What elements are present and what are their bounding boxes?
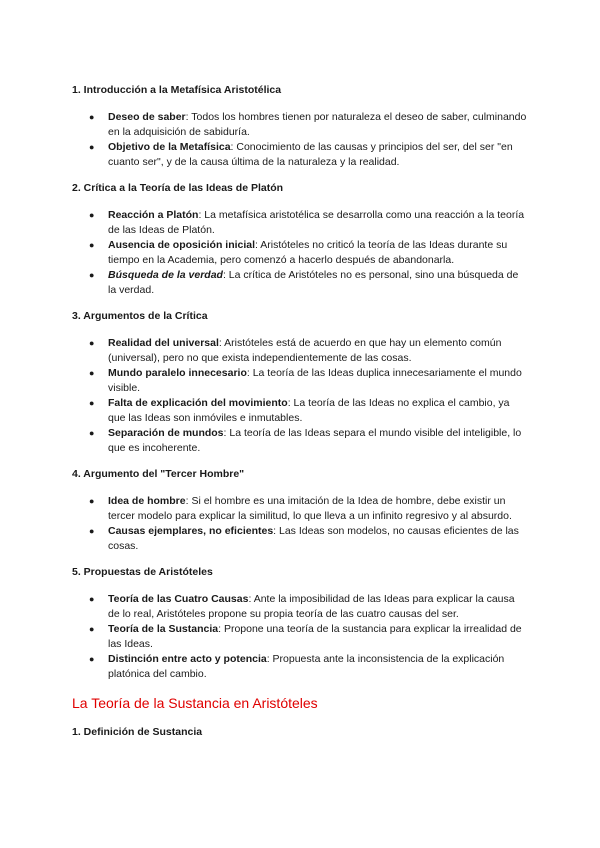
bullet-icon: ● — [89, 428, 95, 438]
item-text: : Si el hombre es una imitación de la Idea de hombre, debe existir un tercer modelo para explicar la similitud, lo que lleva a un infinito regresivo y al absurdo. — [108, 495, 512, 522]
bullet-list — [72, 336, 528, 456]
bullet-icon: ● — [89, 210, 95, 220]
bullet-icon: ● — [89, 338, 95, 348]
item-term: Búsqueda de la verdad — [108, 269, 223, 281]
bullet-list — [72, 592, 528, 682]
item-term: Idea de hombre — [108, 495, 186, 507]
list-item — [72, 426, 528, 456]
item-text: : La crítica de Aristóteles no es personal, sino una búsqueda de la verdad. — [108, 269, 519, 296]
item-text: : La teoría de las Ideas separa el mundo visible del inteligible, lo que es incoherente. — [108, 427, 522, 454]
item-term: Ausencia de oposición inicial — [108, 239, 256, 251]
bullet-icon: ● — [89, 398, 95, 408]
document-content — [72, 84, 528, 752]
bullet-icon: ● — [89, 142, 95, 152]
item-term: Distinción entre acto y potencia — [108, 653, 267, 665]
bullet-icon: ● — [89, 654, 95, 664]
item-term: Separación de mundos — [108, 427, 224, 439]
list-item — [72, 366, 528, 396]
chapter-title: La Teoría de la Sustancia en Aristóteles — [72, 695, 318, 711]
bullet-list — [72, 494, 528, 554]
list-item — [72, 110, 528, 140]
list-item — [72, 140, 528, 170]
item-term: Realidad del universal — [108, 337, 219, 349]
bullet-icon: ● — [89, 624, 95, 634]
section-heading: 3. Argumentos de la Crítica — [72, 310, 208, 322]
item-term: Objetivo de la Metafísica — [108, 141, 231, 153]
section-heading: 2. Crítica a la Teoría de las Ideas de Platón — [72, 182, 284, 194]
list-item — [72, 494, 528, 524]
item-text: : Aristóteles está de acuerdo en que hay un elemento común (universal), pero no que exista independientemente de las cosas. — [108, 337, 502, 364]
list-item — [72, 396, 528, 426]
bullet-icon: ● — [89, 526, 95, 536]
item-term: Mundo paralelo innecesario — [108, 367, 247, 379]
item-text: : Propuesta ante la inconsistencia de la explicación platónica del cambio. — [108, 653, 505, 680]
bullet-icon: ● — [89, 594, 95, 604]
list-item — [72, 336, 528, 366]
bullet-list — [72, 208, 528, 298]
list-item — [72, 208, 528, 238]
section-heading: 1. Introducción a la Metafísica Aristotélica — [72, 84, 282, 96]
bullet-icon: ● — [89, 112, 95, 122]
item-text: : Propone una teoría de la sustancia para explicar la irrealidad de las Ideas. — [108, 623, 522, 650]
list-item — [72, 238, 528, 268]
list-item — [72, 524, 528, 554]
list-item — [72, 652, 528, 682]
item-text: : Ante la imposibilidad de las Ideas para explicar la causa de lo real, Aristóteles propone su propia teoría de las cuatro causas del ser. — [108, 593, 515, 620]
item-text: : La teoría de las Ideas no explica el cambio, ya que las Ideas son inmóviles e inmutables. — [108, 397, 510, 424]
item-text: : Las Ideas son modelos, no causas eficientes de las cosas. — [108, 525, 519, 552]
item-text: : Conocimiento de las causas y principios del ser, del ser "en cuanto ser", y de la causa última de la naturaleza y la realidad. — [108, 141, 513, 168]
item-term: Deseo de saber — [108, 111, 186, 123]
section-heading: 5. Propuestas de Aristóteles — [72, 566, 213, 578]
item-text: : Aristóteles no criticó la teoría de las Ideas durante su tiempo en la Academia, pero comenzó a hacerlo después de abandonarla. — [108, 239, 508, 266]
list-item — [72, 592, 528, 622]
item-term: Teoría de la Sustancia — [108, 623, 219, 635]
bullet-icon: ● — [89, 270, 95, 280]
item-text: : La metafísica aristotélica se desarrolla como una reacción a la teoría de las Ideas de Platón. — [108, 209, 525, 236]
item-term: Reacción a Platón — [108, 209, 199, 221]
list-item — [72, 622, 528, 652]
item-text: : La teoría de las Ideas duplica innecesariamente el mundo visible. — [108, 367, 522, 394]
bullet-icon: ● — [89, 496, 95, 506]
item-term: Causas ejemplares, no eficientes — [108, 525, 274, 537]
item-term: Falta de explicación del movimiento — [108, 397, 288, 409]
section-heading: 4. Argumento del "Tercer Hombre" — [72, 468, 245, 480]
list-item — [72, 268, 528, 298]
bullet-icon: ● — [89, 240, 95, 250]
bullet-list — [72, 110, 528, 170]
item-term: Teoría de las Cuatro Causas — [108, 593, 249, 605]
bullet-icon: ● — [89, 368, 95, 378]
section-heading: 1. Definición de Sustancia — [72, 726, 203, 738]
item-text: : Todos los hombres tienen por naturaleza el deseo de saber, culminando en la adquisición de sabiduría. — [108, 111, 527, 138]
